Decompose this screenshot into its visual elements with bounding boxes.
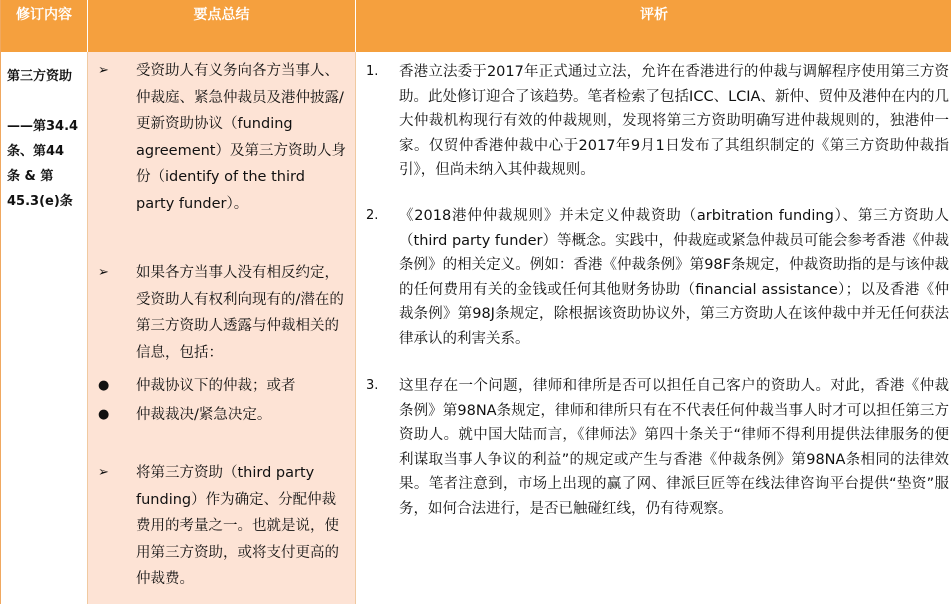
revision-ref-1: ——第34.4 xyxy=(7,119,79,134)
arrow-bullet-icon: ➢ xyxy=(98,63,109,78)
revision-ref-4: 45.3(e)条 xyxy=(7,194,73,209)
header-summary: 要点总结 xyxy=(88,0,356,52)
revision-ref-2: 条、第44 xyxy=(7,144,65,159)
summary-text: 将第三方资助（third party funding）作为确定、分配仲裁费用的考量之一。也就是说，使用第三方资助，或将支付更高的仲裁费。 xyxy=(136,465,339,587)
summary-text: 受资助人有义务向各方当事人、仲裁庭、紧急仲裁员及港仲披露/更新资助协议（funding agreement）及第三方资助人身份（identify of the third party funder）。 xyxy=(136,63,346,212)
summary-cell xyxy=(88,52,356,604)
header-revision: 修订内容 xyxy=(1,0,88,52)
dot-bullet-icon: ● xyxy=(98,378,110,393)
arrow-bullet-icon: ➢ xyxy=(98,465,109,480)
item-number: 1. xyxy=(366,64,379,79)
commentary-text: 这里存在一个问题，律师和律所是否可以担任自己客户的资助人。对此，香港《仲裁条例》第98NA条规定，律师和律所只有在不代表任何仲裁当事人时才可以担任第三方资助人。就中国大陆而言，《律师法》第四十条关于“律师不得利用提供法律服务的便利谋取当事人争议的利益”的规定或产生与香港《仲裁条例》第98NA条相同的法律效果。笔者注意到，市场上出现的赢了网、律派巨匠等在线法律咨询平台提供“垫资”服务，如何合法进行，是否已触碰红线，仍有待观察。 xyxy=(399,378,949,517)
commentary-text: 香港立法委于2017年正式通过立法，允许在香港进行的仲裁与调解程序使用第三方资助。此处修订迎合了该趋势。笔者检索了包括ICC、LCIA、新仲、贸仲及港仲在内的几大仲裁机构现行有效的仲裁规则，发现将第三方资助明确写进仲裁规则的，独港仲一家。仅贸仲香港仲裁中心于2017年9月1日发布了其组织制定的《第三方资助仲裁指引》，但尚未纳入其仲裁规则。 xyxy=(399,64,949,178)
header-commentary: 评析 xyxy=(640,7,668,23)
table-header xyxy=(1,0,951,52)
revision-ref-3: 条 & 第 xyxy=(7,169,54,184)
summary-text: 如果各方当事人没有相反约定，受资助人有权利向现有的/潜在的第三方资助人透露与仲裁相关的信息，包括： xyxy=(136,265,344,361)
summary-text: 仲裁裁决/紧急决定。 xyxy=(136,407,272,423)
arrow-bullet-icon: ➢ xyxy=(98,265,109,280)
commentary-cell xyxy=(356,52,951,604)
summary-text: 仲裁协议下的仲裁；或者 xyxy=(136,378,296,394)
revision-cell xyxy=(1,52,88,604)
item-number: 2. xyxy=(366,208,379,223)
commentary-text: 《2018港仲仲裁规则》并未定义仲裁资助（arbitration funding）、第三方资助人（third party funder）等概念。实践中，仲裁庭或紧急仲裁员可能会参考香港《仲裁条例》的相关定义。例如：香港《仲裁条例》第98F条规定，仲裁资助指的是与该仲裁的任何费用有关的金钱或任何其他财务协助（financial assistance）；以及香港《仲裁条例》第98J条规定，除根据该资助协议外，第三方资助人在该仲裁中并无任何获法律承认的利害关系。 xyxy=(399,208,949,347)
revision-title: 第三方资助 xyxy=(7,69,73,84)
dot-bullet-icon: ● xyxy=(98,407,110,422)
item-number: 3. xyxy=(366,378,379,393)
